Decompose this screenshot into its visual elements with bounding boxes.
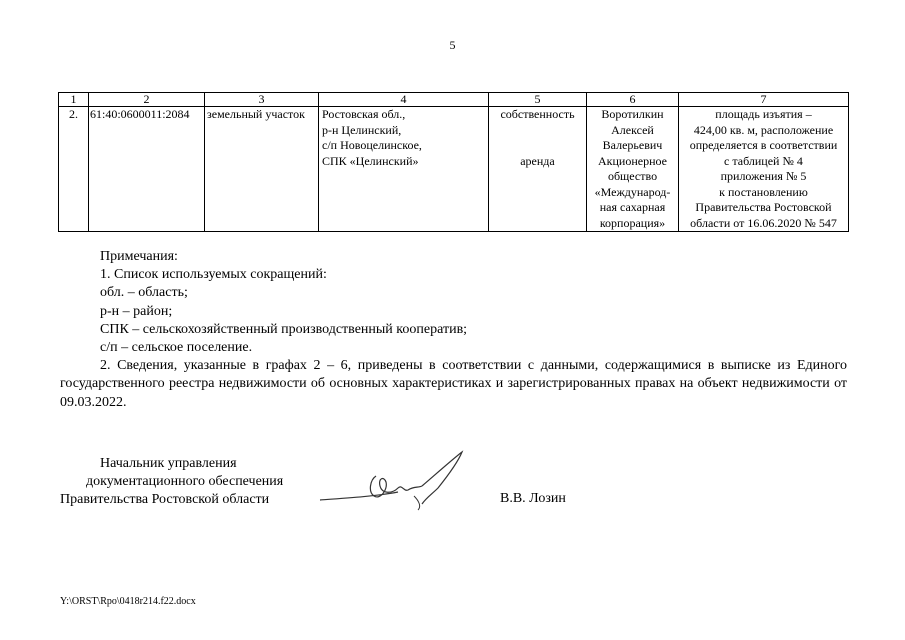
notes-item-1: 1. Список используемых сокращений: [100,267,327,283]
note-line: 424,00 кв. м, расположение [693,122,834,137]
note-line: приложения № 5 [720,169,807,183]
right-type-cell [489,107,587,232]
holder-line: Алексей [611,122,654,137]
address-line: с/п Новоцелинское, [322,138,422,152]
cadastral-number: 61:40:0600011:2084 [89,107,205,232]
holder-line: корпорация» [599,215,666,230]
header-cell: 3 [205,93,319,107]
address-line: СПК «Целинский» [322,153,419,168]
right-type: аренда [520,153,555,168]
land-plot-table [58,92,849,232]
signatory-position [60,455,310,510]
holder-line: «Международ- [594,184,671,199]
holder-line: Воротилкин [601,107,664,121]
position-line: документационного обеспечения [86,474,284,490]
address-line: р-н Целинский, [322,122,402,137]
header-cell: 7 [679,93,849,107]
note-line: области от 16.06.2020 № 547 [690,215,837,230]
holder-line: ная сахарная [599,200,666,214]
header-cell: 6 [587,93,679,107]
holder-cell [587,107,679,232]
header-cell: 5 [489,93,587,107]
note-line: к постановлению [719,184,808,199]
object-type: земельный участок [205,107,319,232]
note-line: определяется в соответствии [689,138,838,152]
abbreviation: обл. – область; [100,285,188,301]
notes-heading: Примечания: [100,249,178,264]
holder-line: Акционерное [598,153,667,168]
holder-line: Валерьевич [602,138,663,152]
position-line: Начальник управления [100,456,237,471]
table-row [59,107,849,232]
address-cell [319,107,489,232]
page-number: 5 [449,38,456,52]
file-path: Y:\ORST\Rpo\0418r214.f22.docx [60,596,196,607]
signatory-name: В.В. Лозин [500,491,566,506]
notes-item-2: 2. Сведения, указанные в графах 2 – 6, приведены в соответствии с данными, содержащимися в выписке из Единого государственного реестра недвижимости об основных характеристиках и зарегистрированных правах на объект недвижимости от 09.03.2022. [60,358,847,410]
row-number: 2. [59,107,89,232]
table-header-row [59,93,849,107]
abbreviation: р-н – район; [100,303,173,319]
note-line: Правительства Ростовской [695,200,832,214]
note-line: площадь изъятия – [715,107,812,121]
position-line: Правительства Ростовской области [60,492,270,508]
header-cell: 2 [89,93,205,107]
right-type: собственность [500,107,575,121]
abbreviation: СПК – сельскохозяйственный производственный кооператив; [100,321,468,337]
note-line: с таблицей № 4 [724,153,803,168]
handwritten-signature [318,448,468,518]
header-cell: 4 [319,93,489,107]
notes-section [60,248,847,412]
address-line: Ростовская обл., [322,107,406,121]
note-cell [679,107,849,232]
abbreviation: с/п – сельское поселение. [100,340,253,356]
header-cell: 1 [59,93,89,107]
holder-line: общество [607,169,658,183]
